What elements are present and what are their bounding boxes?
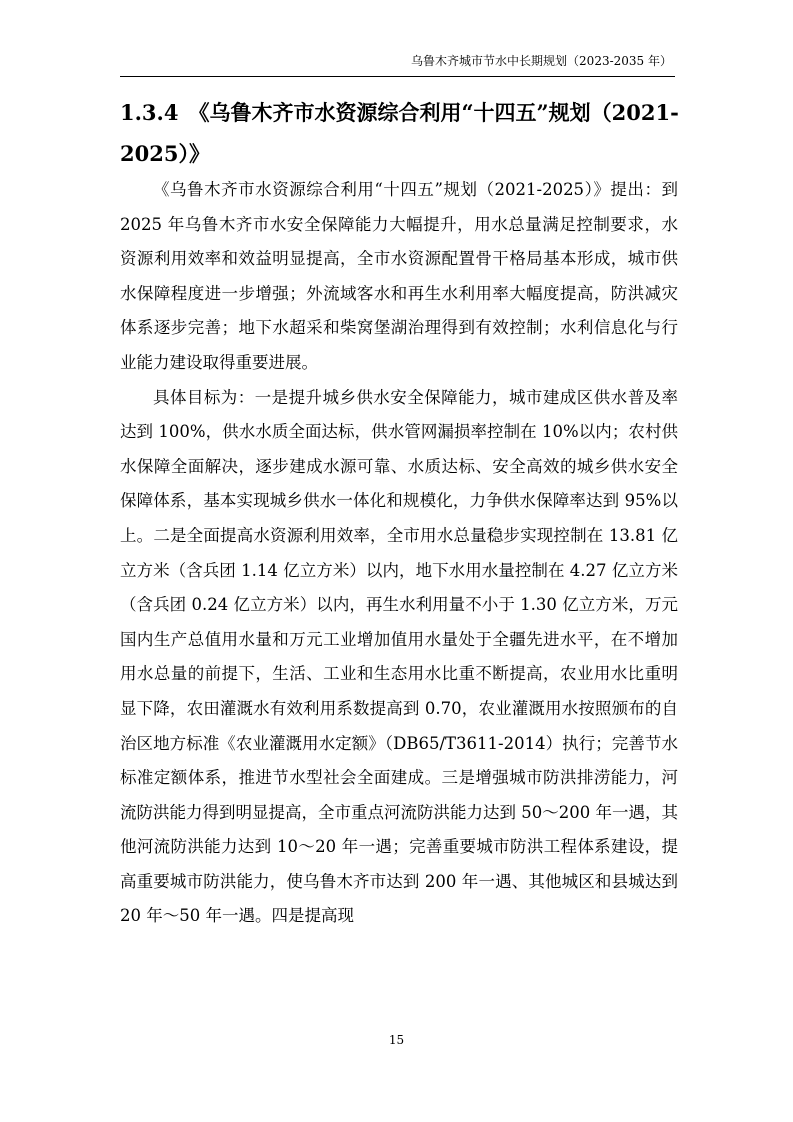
running-header: 乌鲁木齐城市节水中长期规划（2023-2035 年） <box>411 54 672 68</box>
section-heading <box>120 92 680 174</box>
body-text <box>120 173 678 934</box>
header-divider <box>120 76 675 77</box>
section-number: 1.3.4 <box>120 100 179 125</box>
paragraph-2: 具体目标为：一是提升城乡供水安全保障能力，城市建成区供水普及率达到 100%，供水水质全面达标，供水管网漏损率控制在 10%以内；农村供水保障全面解决，逐步建成水源可靠、水质达标、安全高效的城乡供水安全保障体系，基本实现城乡供水一体化和规模化，力争供水保障率达到 95%以上。二是全面提高水资源利用效率，全市用水总量稳步实现控制在 13.81 亿立方米（含兵团 1.14 亿立方米）以内，地下水用水量控制在 4.27 亿立方米（含兵团 0.24 亿立方米）以内，再生水利用量不小于 1.30 亿立方米，万元国内生产总值用水量和万元工业增加值用水量处于全疆先进水平，在不增加用水总量的前提下，生活、工业和生态用水比重不断提高，农业用水比重明显下降，农田灌溉水有效利用系数提高到 0.70，农业灌溉用水按照颁布的自治区地方标准《农业灌溉用水定额》（DB65/T3611-2014）执行；完善节水标准定额体系，推进节水型社会全面建成。三是增强城市防洪排涝能力，河流防洪能力得到明显提高，全市重点河流防洪能力达到 50～200 年一遇，其他河流防洪能力达到 10～20 年一遇；完善重要城市防洪工程体系建设，提高重要城市防洪能力，使乌鲁木齐市达到 200 年一遇、其他城区和县城达到 20 年～50 年一遇。四是提高现 <box>120 387 678 926</box>
section-title: 《乌鲁木齐市水资源综合利用“十四五”规划（2021-2025）》 <box>120 100 679 166</box>
paragraph-1: 《乌鲁木齐市水资源综合利用“十四五”规划（2021-2025）》提出：到 2025 年乌鲁木齐市水安全保障能力大幅提升，用水总量满足控制要求，水资源利用效率和效益明显提高，全市水资源配置骨干格局基本形成，城市供水保障程度进一步增强；外流域客水和再生水利用率大幅度提高，防洪减灾体系逐步完善；地下水超采和柴窝堡湖治理得到有效控制；水利信息化与行业能力建设取得重要进展。 <box>120 180 678 372</box>
page-number: 15 <box>388 1033 405 1047</box>
